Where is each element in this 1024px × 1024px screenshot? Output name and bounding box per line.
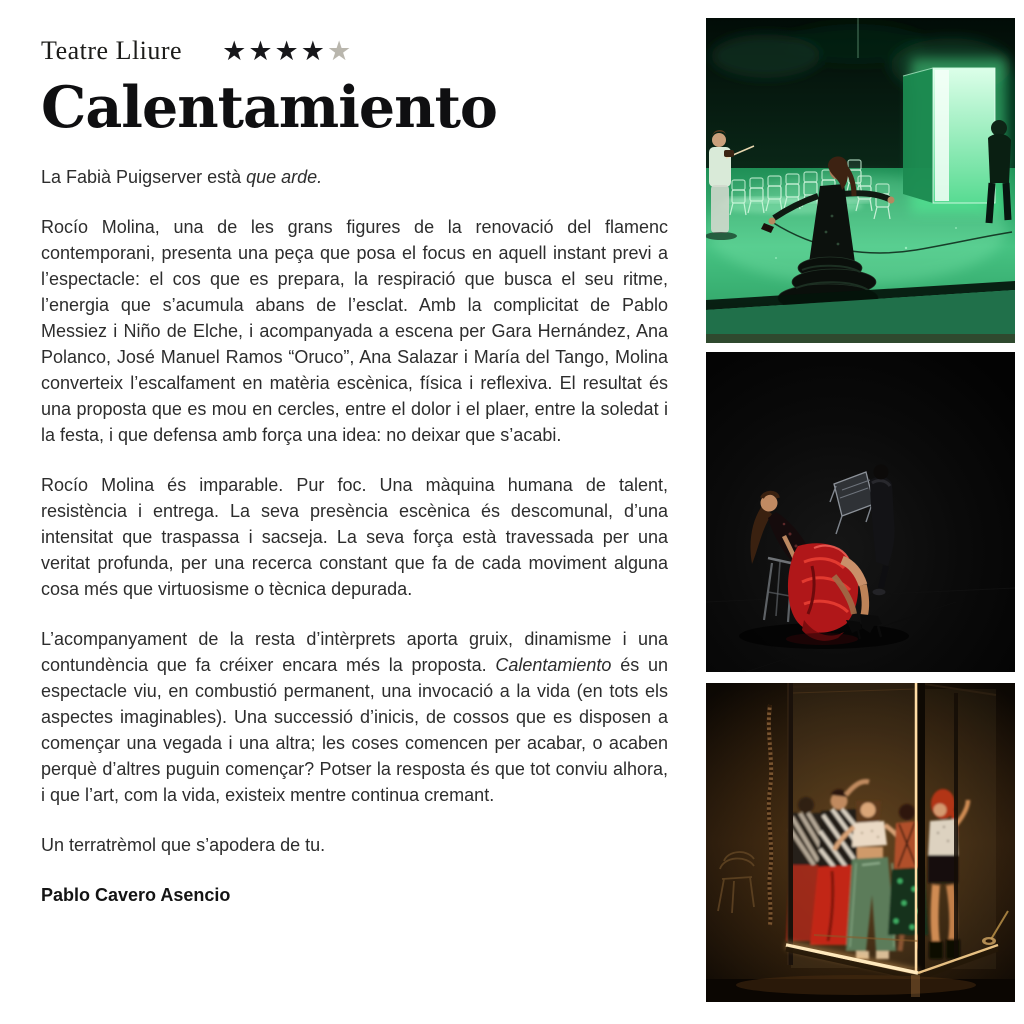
paragraph-4 [41,626,668,808]
show-title-italic: Calentamiento [495,654,612,675]
header-row [41,36,668,66]
intro-italic-text: que arde. [246,166,323,187]
page-title: Calentamiento [41,74,497,141]
photo-glass-box [706,683,1015,1002]
star-filled-icon: ★ [300,35,327,66]
star-filled-icon: ★ [222,35,249,66]
review-body [41,164,668,908]
star-filled-icon: ★ [248,35,275,66]
paragraph-3: Rocío Molina és imparable. Pur foc. Una màquina humana de talent, resistència i entrega. La seva presència escènica és descomunal, d’una intensitat que traspassa i sacseja. La seva força està travessada per una veritat profunda, per una recerca constant que fa de cada moviment alguna cosa més que virtuosisme o tècnica depurada. [41,474,668,599]
brand-logo-text: Teatre Lliure [41,36,183,65]
photo-column [706,18,1015,1002]
paragraph-4-tail: és un espectacle viu, en combustió permanent, una invocació a la vida (en tots els aspectes imaginables). Una successió d’inicis, de cossos que es disposen a començar una vegada i una altra; les coses comencen per acabar, o acaben perquè d’altres puguin començar? Potser la resposta és que tot conviu alhora, i que l’art, com la vida, existeix mentre continua cremant. [41,654,668,805]
byline: Pablo Cavero Asencio [41,884,231,905]
photo-green-stage [706,18,1015,343]
star-empty-icon: ★ [326,35,354,66]
stage-front-strip [706,334,1015,343]
paragraph-4-lead: L’acompanyament de la resta d’intèrprets aporta gruix, dinamisme i una contundència que fa créixer encara més la proposta. [41,628,668,675]
paragraph-closing: Un terratrèmol que s’apodera de tu. [41,834,326,855]
star-filled-icon: ★ [274,35,301,66]
paragraph-intro [41,164,668,190]
intro-text: La Fabià Puigserver està [41,166,247,187]
review-text-column [41,36,668,932]
star-rating [222,35,354,66]
photo-red-dress [706,352,1015,672]
paragraph-2: Rocío Molina, una de les grans figures de la renovació del flamenc contemporani, presenta una peça que posa el focus en aquell instant previ a l’espectacle: el cos que es prepara, la respiració que busca el seu ritme, l’energia que s’acumula abans de l’esclat. Amb la complicitat de Pablo Messiez i Niño de Elche, i acompanyada a escena per Gara Hernández, Ana Polanco, José Manuel Ramos “Oruco”, Ana Salazar i María del Tango, Molina converteix l’escalfament en matèria escènica, física i reflexiva. El resultat és una proposta que es mou en cercles, entre el dolor i el plaer, entre la soledat i la festa, i que defensa amb força una idea: no deixar que s’acabi. [41,216,668,445]
